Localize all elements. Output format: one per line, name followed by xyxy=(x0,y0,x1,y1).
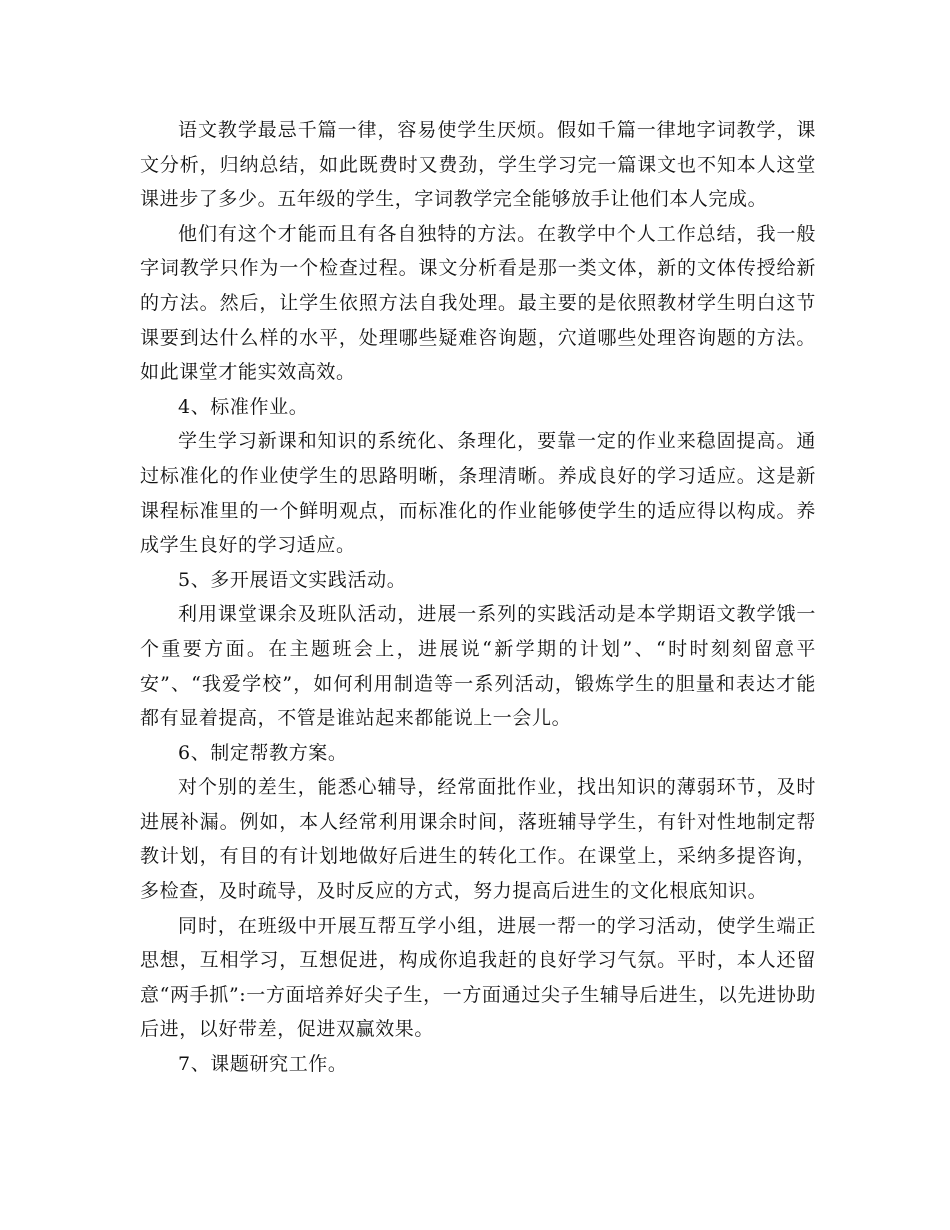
document-body xyxy=(140,113,816,1082)
paragraph-6: 同时，在班级中开展互帮互学小组，进展一帮一的学习活动，使学生端正思想，互相学习，互想促进，构成你追我赶的良好学习气氛。平时，本人还留意“两手抓”:一方面培养好尖子生，一方面通过尖子生辅导后进生，以先进协助后进，以好带差，促进双赢效果。 xyxy=(140,914,816,1041)
paragraph-2: 他们有这个才能而且有各自独特的方法。在教学中个人工作总结，我一般字词教学只作为一个检查过程。课文分析看是那一类文体，新的文体传授给新的方法。然后，让学生依照方法自我处理。最主要的是依照教材学生明白这节课要到达什么样的水平，处理哪些疑难咨询题，穴道哪些处理咨询题的方法。如此课堂才能实效高效。 xyxy=(140,222,816,384)
paragraph-3: 学生学习新课和知识的系统化、条理化，要靠一定的作业来稳固提高。通过标准化的作业使学生的思路明晰，条理清晰。养成良好的学习适应。这是新课程标准里的一个鲜明观点，而标准化的作业能够使学生的适应得以构成。养成学生良好的学习适应。 xyxy=(140,430,816,557)
section-heading-4: 4、标准作业。 xyxy=(178,395,309,418)
section-heading-7: 7、课题研究工作。 xyxy=(178,1053,348,1076)
paragraph-4: 利用课堂课余及班队活动，进展一系列的实践活动是本学期语文教学饿一个重要方面。在主题班会上，进展说“新学期的计划”、“时时刻刻留意平安”、“我爱学校”，如何利用制造等一系列活动，锻炼学生的胆量和表达才能都有显着提高，不管是谁站起来都能说上一会儿。 xyxy=(140,603,816,730)
paragraph-1: 语文教学最忌千篇一律，容易使学生厌烦。假如千篇一律地字词教学，课文分析，归纳总结，如此既费时又费劲，学生学习完一篇课文也不知本人这堂课进步了多少。五年级的学生，字词教学完全能够放手让他们本人完成。 xyxy=(140,119,816,211)
section-heading-6: 6、制定帮教方案。 xyxy=(178,741,348,764)
section-heading-5: 5、多开展语文实践活动。 xyxy=(178,568,407,591)
paragraph-5: 对个别的差生，能悉心辅导，经常面批作业，找出知识的薄弱环节，及时进展补漏。例如，本人经常利用课余时间，落班辅导学生，有针对性地制定帮教计划，有目的有计划地做好后进生的转化工作。在课堂上，采纳多提咨询，多检查，及时疏导，及时反应的方式，努力提高后进生的文化根底知识。 xyxy=(140,776,816,903)
